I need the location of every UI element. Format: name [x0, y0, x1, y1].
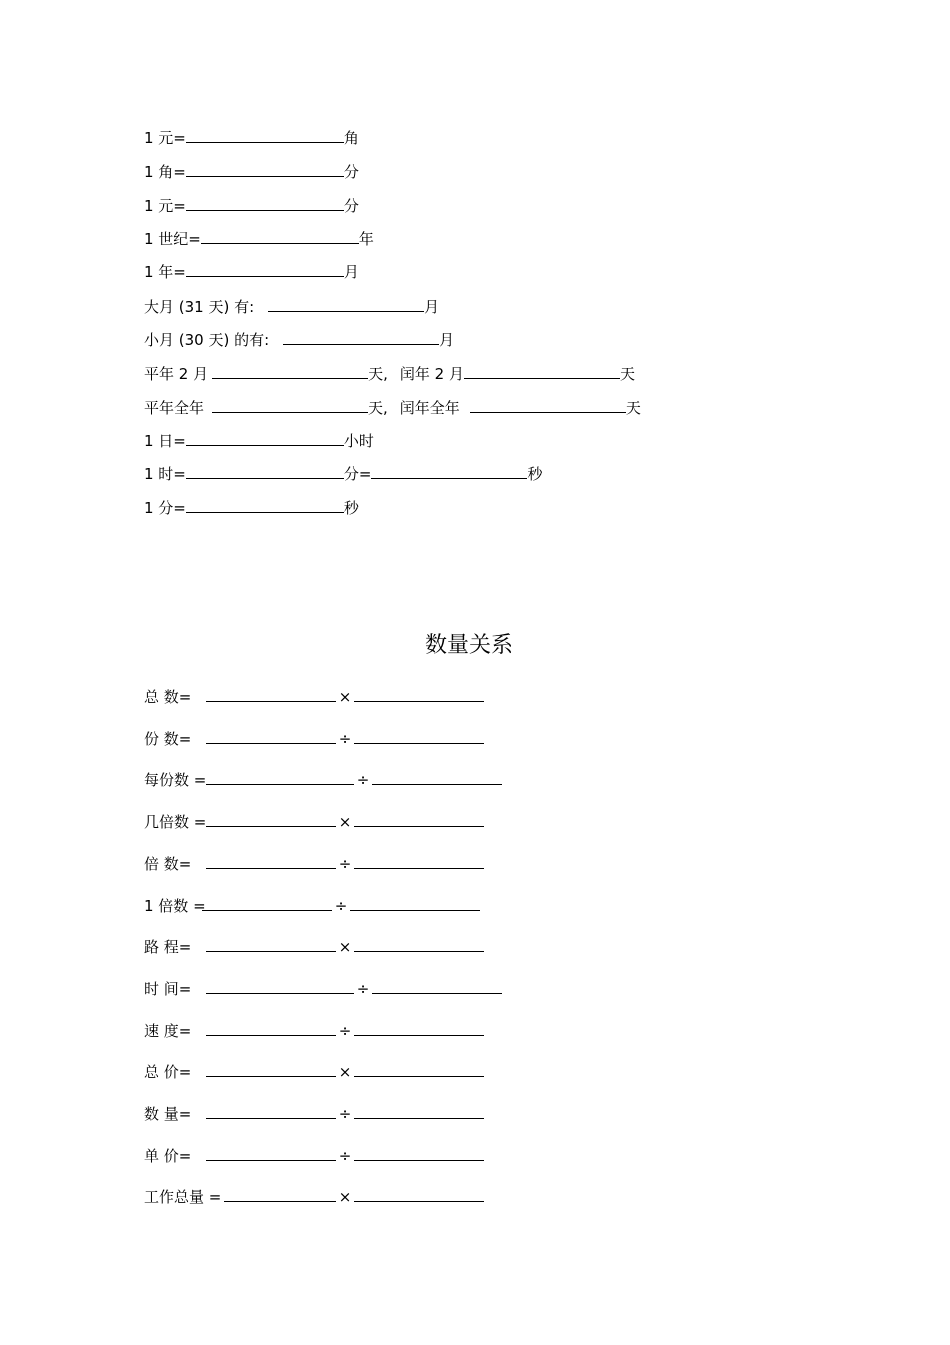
label: 每份数 =	[144, 771, 207, 789]
conversion-big-month	[144, 297, 439, 316]
answer-blank[interactable]	[201, 229, 359, 244]
answer-blank[interactable]	[186, 498, 344, 513]
operator: ÷	[338, 1147, 352, 1165]
answer-blank[interactable]	[186, 196, 344, 211]
relation-total-price	[144, 1062, 484, 1081]
operator: ×	[338, 1188, 352, 1206]
label: 1 元=	[144, 129, 186, 147]
answer-blank[interactable]	[206, 812, 336, 827]
answer-blank[interactable]	[186, 128, 344, 143]
answer-blank[interactable]	[354, 1187, 484, 1202]
unit-label: 秒	[343, 499, 359, 517]
relation-speed	[144, 1021, 484, 1040]
label: 时 间=	[144, 980, 192, 998]
answer-blank[interactable]	[372, 979, 502, 994]
label: 1 世纪=	[144, 230, 201, 248]
conversion-hour-min-sec	[144, 464, 542, 483]
label: 闰年 2 月	[399, 365, 464, 383]
conversion-yuan-jiao	[144, 128, 359, 147]
answer-blank[interactable]	[354, 812, 484, 827]
label: 1 年=	[144, 263, 186, 281]
unit-label: 小时	[343, 432, 374, 450]
answer-blank[interactable]	[206, 687, 336, 702]
unit-label: 月	[439, 331, 455, 349]
relation-multiple	[144, 854, 484, 873]
answer-blank[interactable]	[206, 854, 336, 869]
operator: ×	[338, 813, 352, 831]
answer-blank[interactable]	[470, 398, 626, 413]
answer-blank[interactable]	[354, 1146, 484, 1161]
answer-blank[interactable]	[206, 1104, 336, 1119]
answer-blank[interactable]	[212, 364, 368, 379]
answer-blank[interactable]	[224, 1187, 336, 1202]
label: 1 元=	[144, 197, 186, 215]
label: 1 分=	[144, 499, 186, 517]
answer-blank[interactable]	[202, 896, 332, 911]
relation-total	[144, 687, 484, 706]
label: 总 数=	[144, 688, 192, 706]
operator: ÷	[356, 771, 370, 789]
answer-blank[interactable]	[354, 1021, 484, 1036]
label: 平年 2 月	[144, 365, 209, 383]
conversion-full-year	[144, 398, 641, 417]
conversion-day-hour	[144, 431, 374, 450]
conversion-min-sec	[144, 498, 359, 517]
unit-label: 年	[358, 230, 374, 248]
conversion-jiao-fen	[144, 162, 359, 181]
answer-blank[interactable]	[283, 330, 439, 345]
relation-work-total	[144, 1187, 484, 1206]
unit-label: 天,	[368, 399, 388, 417]
label: 1 日=	[144, 432, 186, 450]
answer-blank[interactable]	[354, 937, 484, 952]
unit-label: 月	[343, 263, 359, 281]
answer-blank[interactable]	[372, 770, 502, 785]
unit-label: 月	[424, 298, 440, 316]
label: 几倍数 =	[144, 813, 207, 831]
label: 单 价=	[144, 1147, 192, 1165]
label: 工作总量 =	[144, 1188, 222, 1206]
answer-blank[interactable]	[206, 729, 336, 744]
answer-blank[interactable]	[354, 729, 484, 744]
conversion-february	[144, 364, 635, 383]
relation-quantity	[144, 1104, 484, 1123]
label: 1 角=	[144, 163, 186, 181]
label: 闰年全年	[399, 399, 460, 417]
unit-label: 分	[343, 197, 359, 215]
unit-label: 分=	[343, 465, 372, 483]
label: 总 价=	[144, 1063, 192, 1081]
relation-parts	[144, 729, 484, 748]
label: 速 度=	[144, 1022, 192, 1040]
answer-blank[interactable]	[206, 1062, 336, 1077]
answer-blank[interactable]	[371, 464, 527, 479]
operator: ×	[338, 938, 352, 956]
label: 1 时=	[144, 465, 186, 483]
answer-blank[interactable]	[186, 464, 344, 479]
relation-distance	[144, 937, 484, 956]
unit-label: 分	[343, 163, 359, 181]
answer-blank[interactable]	[206, 1146, 336, 1161]
operator: ÷	[338, 730, 352, 748]
relation-unit-price	[144, 1146, 484, 1165]
section-title: 数量关系	[424, 633, 513, 658]
answer-blank[interactable]	[350, 896, 480, 911]
relation-one-multiple	[144, 896, 480, 915]
answer-blank[interactable]	[464, 364, 620, 379]
label: 大月 (31 天) 有:	[144, 298, 255, 316]
answer-blank[interactable]	[186, 262, 344, 277]
answer-blank[interactable]	[206, 1021, 336, 1036]
answer-blank[interactable]	[354, 1104, 484, 1119]
answer-blank[interactable]	[186, 431, 344, 446]
relation-time	[144, 979, 502, 998]
label: 倍 数=	[144, 855, 192, 873]
unit-label: 天,	[368, 365, 388, 383]
unit-label: 天	[619, 365, 635, 383]
relation-per-part	[144, 770, 502, 789]
operator: ÷	[338, 1022, 352, 1040]
label: 份 数=	[144, 730, 192, 748]
answer-blank[interactable]	[206, 979, 354, 994]
conversion-century-year	[144, 229, 374, 248]
answer-blank[interactable]	[206, 770, 354, 785]
answer-blank[interactable]	[268, 297, 424, 312]
conversion-yuan-fen	[144, 196, 359, 215]
answer-blank[interactable]	[206, 937, 336, 952]
conversion-small-month	[144, 330, 454, 349]
answer-blank[interactable]	[212, 398, 368, 413]
label: 路 程=	[144, 938, 192, 956]
label: 1 倍数 =	[144, 897, 206, 915]
operator: ÷	[356, 980, 370, 998]
relation-multiple-num	[144, 812, 484, 831]
unit-label: 角	[343, 129, 359, 147]
answer-blank[interactable]	[354, 687, 484, 702]
operator: ÷	[338, 1105, 352, 1123]
operator: ×	[338, 1063, 352, 1081]
label: 平年全年	[144, 399, 205, 417]
answer-blank[interactable]	[354, 854, 484, 869]
label: 小月 (30 天) 的有:	[144, 331, 270, 349]
answer-blank[interactable]	[186, 162, 344, 177]
operator: ÷	[334, 897, 348, 915]
unit-label: 秒	[527, 465, 543, 483]
unit-label: 天	[625, 399, 641, 417]
answer-blank[interactable]	[354, 1062, 484, 1077]
conversion-year-month	[144, 262, 359, 281]
operator: ÷	[338, 855, 352, 873]
operator: ×	[338, 688, 352, 706]
label: 数 量=	[144, 1105, 192, 1123]
